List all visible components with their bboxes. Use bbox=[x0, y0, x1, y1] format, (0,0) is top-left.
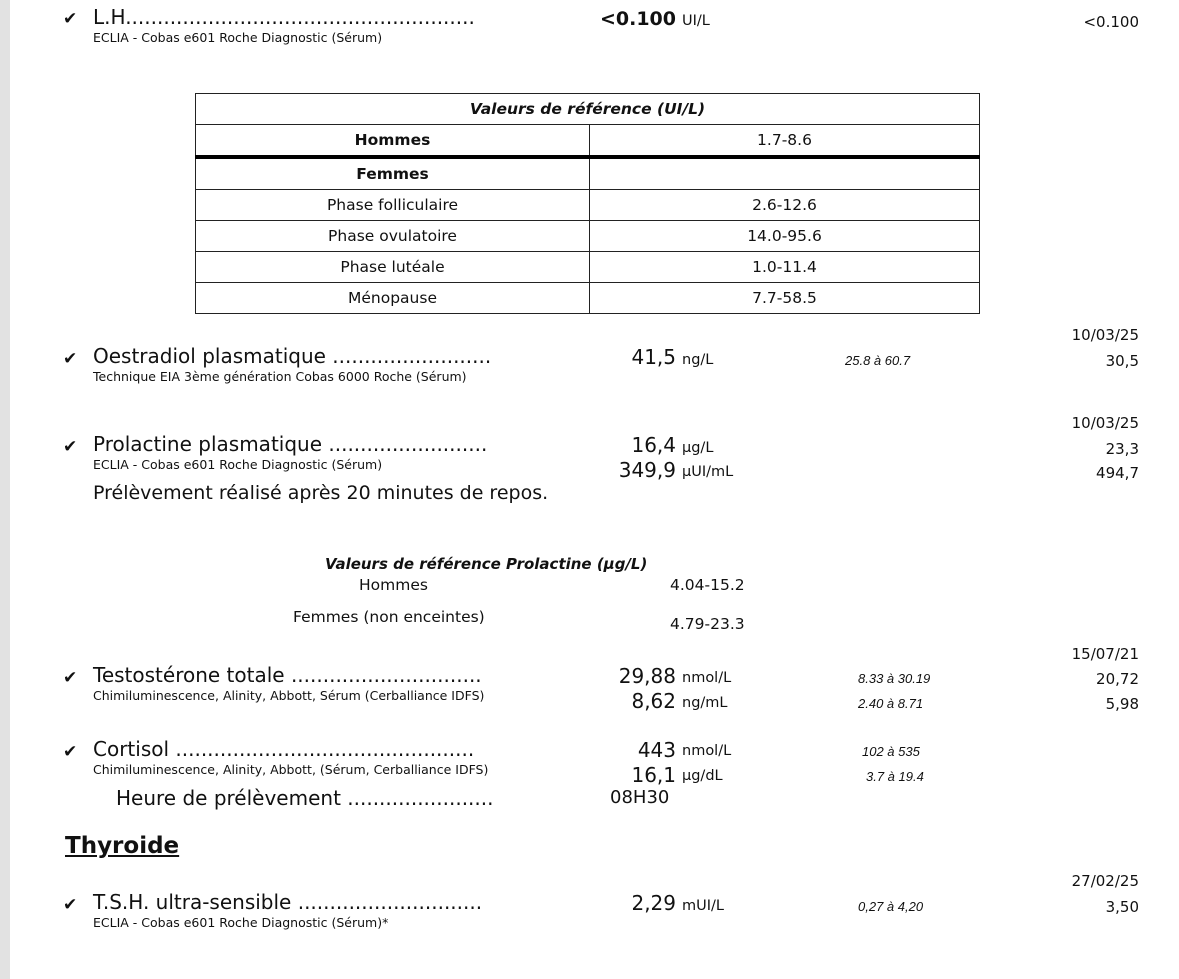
result-value-testosterone-1: 29,88 bbox=[618, 664, 676, 688]
ref-label: Femmes bbox=[196, 157, 590, 190]
result-value-tsh: 2,29 bbox=[631, 891, 676, 915]
previous-date-testosterone: 15/07/21 bbox=[1071, 645, 1139, 663]
result-unit-cortisol-2: µg/dL bbox=[682, 768, 723, 784]
test-method-tsh: ECLIA - Cobas e601 Roche Diagnostic (Sérum)* bbox=[93, 915, 389, 930]
result-value-prolactine-2: 349,9 bbox=[618, 458, 676, 482]
checkmark-icon: ✔ bbox=[63, 895, 78, 915]
ref-label: Phase folliculaire bbox=[196, 190, 590, 221]
sampling-time-label: Heure de prélèvement ....................... bbox=[116, 786, 494, 810]
result-value-prolactine-1: 16,4 bbox=[631, 433, 676, 457]
previous-value-prolactine-1: 23,3 bbox=[1105, 440, 1139, 458]
previous-value-tsh: 3,50 bbox=[1105, 898, 1139, 916]
ref-value: 1.0-11.4 bbox=[590, 252, 980, 283]
ref-label: Ménopause bbox=[196, 283, 590, 314]
ref-value: 7.7-58.5 bbox=[590, 283, 980, 314]
previous-date-oestradiol: 10/03/25 bbox=[1071, 326, 1139, 344]
reference-range-testosterone-2: 2.40 à 8.71 bbox=[858, 696, 924, 711]
prolactine-sampling-note: Prélèvement réalisé après 20 minutes de repos. bbox=[93, 482, 549, 504]
result-unit-prolactine-1: µg/L bbox=[682, 440, 714, 456]
result-unit-testosterone-1: nmol/L bbox=[682, 670, 732, 686]
result-value-testosterone-2: 8,62 bbox=[631, 689, 676, 713]
table-row bbox=[196, 221, 980, 252]
previous-value-prolactine-2: 494,7 bbox=[1096, 464, 1139, 482]
previous-date-tsh: 27/02/25 bbox=[1071, 872, 1139, 890]
test-method-prolactine: ECLIA - Cobas e601 Roche Diagnostic (Sérum) bbox=[93, 457, 383, 472]
ref-value bbox=[590, 157, 980, 190]
prolactine-reference-women-value: 4.79-23.3 bbox=[670, 615, 745, 633]
previous-value-oestradiol: 30,5 bbox=[1105, 352, 1139, 370]
lh-reference-table bbox=[195, 93, 980, 314]
test-name-testosterone: Testostérone totale .............................. bbox=[93, 663, 482, 687]
table-row bbox=[196, 190, 980, 221]
checkmark-icon: ✔ bbox=[63, 742, 78, 762]
checkmark-icon: ✔ bbox=[63, 668, 78, 688]
section-title-thyroide: Thyroide bbox=[65, 833, 180, 859]
previous-date-prolactine: 10/03/25 bbox=[1071, 414, 1139, 432]
result-value-oestradiol: 41,5 bbox=[631, 345, 676, 369]
reference-range-cortisol-2: 3.7 à 19.4 bbox=[866, 769, 924, 784]
page-left-margin bbox=[0, 0, 10, 979]
result-value-cortisol-1: 443 bbox=[637, 738, 676, 762]
test-name-oestradiol: Oestradiol plasmatique ......................... bbox=[93, 344, 492, 368]
table-row bbox=[196, 125, 980, 158]
result-value-lh: <0.100 bbox=[599, 8, 676, 30]
prolactine-reference-men-label: Hommes bbox=[359, 576, 428, 594]
test-name-cortisol: Cortisol ............................................... bbox=[93, 737, 475, 761]
table-row bbox=[196, 252, 980, 283]
result-unit-cortisol-1: nmol/L bbox=[682, 743, 732, 759]
prolactine-reference-title: Valeurs de référence Prolactine (µg/L) bbox=[325, 555, 648, 573]
previous-value-lh: <0.100 bbox=[1083, 13, 1139, 31]
result-unit-testosterone-2: ng/mL bbox=[682, 695, 728, 711]
checkmark-icon: ✔ bbox=[63, 9, 78, 29]
table-row bbox=[196, 283, 980, 314]
test-method-cortisol: Chimiluminescence, Alinity, Abbott, (Sérum, Cerballiance IDFS) bbox=[93, 762, 489, 777]
ref-label: Hommes bbox=[196, 125, 590, 158]
checkmark-icon: ✔ bbox=[63, 437, 78, 457]
table-row bbox=[196, 157, 980, 190]
test-method-lh: ECLIA - Cobas e601 Roche Diagnostic (Sérum) bbox=[93, 30, 383, 45]
ref-value: 2.6-12.6 bbox=[590, 190, 980, 221]
test-method-testosterone: Chimiluminescence, Alinity, Abbott, Sérum (Cerballiance IDFS) bbox=[93, 688, 485, 703]
reference-range-tsh: 0,27 à 4,20 bbox=[858, 899, 924, 914]
result-unit-oestradiol: ng/L bbox=[682, 352, 714, 368]
sampling-time-value: 08H30 bbox=[610, 787, 670, 808]
test-method-oestradiol: Technique EIA 3ème génération Cobas 6000 Roche (Sérum) bbox=[93, 369, 467, 384]
test-name-tsh: T.S.H. ultra-sensible ............................. bbox=[93, 890, 483, 914]
result-unit-tsh: mUI/L bbox=[682, 898, 724, 914]
checkmark-icon: ✔ bbox=[63, 349, 78, 369]
previous-value-testosterone-2: 5,98 bbox=[1105, 695, 1139, 713]
ref-value: 14.0-95.6 bbox=[590, 221, 980, 252]
result-unit-lh: UI/L bbox=[682, 13, 710, 29]
ref-label: Phase lutéale bbox=[196, 252, 590, 283]
prolactine-reference-men-value: 4.04-15.2 bbox=[670, 576, 745, 594]
ref-value: 1.7-8.6 bbox=[590, 125, 980, 158]
reference-range-testosterone-1: 8.33 à 30.19 bbox=[858, 671, 931, 686]
reference-range-cortisol-1: 102 à 535 bbox=[862, 744, 920, 759]
previous-value-testosterone-1: 20,72 bbox=[1096, 670, 1139, 688]
result-value-cortisol-2: 16,1 bbox=[631, 763, 676, 787]
prolactine-reference-women-label: Femmes (non enceintes) bbox=[293, 608, 485, 626]
lh-reference-table-title: Valeurs de référence (UI/L) bbox=[196, 94, 980, 125]
result-unit-prolactine-2: µUI/mL bbox=[682, 464, 734, 480]
ref-label: Phase ovulatoire bbox=[196, 221, 590, 252]
test-name-lh: L.H....................................................... bbox=[93, 5, 475, 29]
test-name-prolactine: Prolactine plasmatique ......................... bbox=[93, 432, 488, 456]
reference-range-oestradiol: 25.8 à 60.7 bbox=[845, 353, 911, 368]
